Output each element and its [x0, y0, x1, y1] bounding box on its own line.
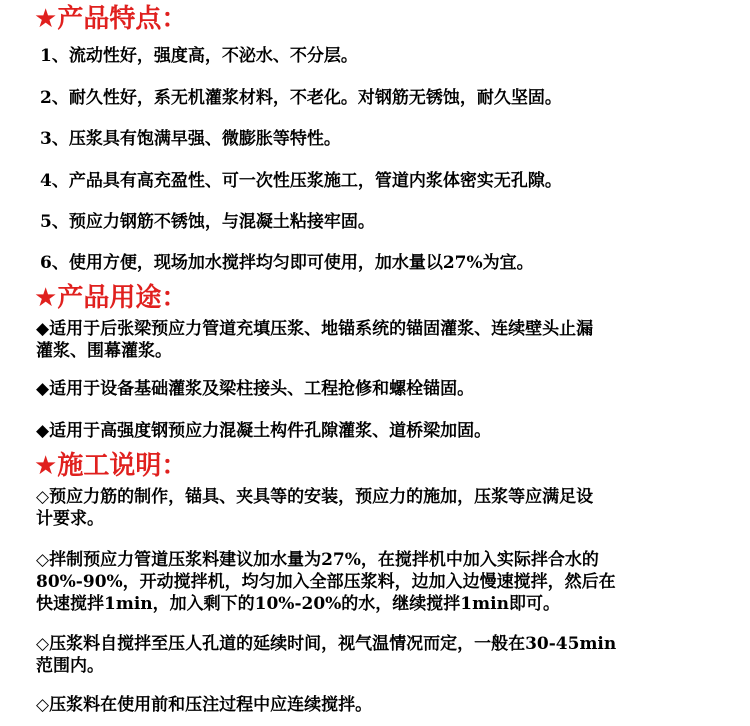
feature-number: 5、 [40, 212, 69, 232]
feature-number: 6、 [40, 253, 69, 273]
instruction-item [36, 549, 726, 615]
feature-text: 耐久性好，系无机灌浆材料，不老化。对钢筋无锈蚀，耐久坚固。 [68, 88, 562, 108]
feature-item [40, 252, 534, 275]
hollow-diamond-bullet-icon: ◇ [36, 695, 50, 715]
feature-text: 使用方便，现场加水搅拌均匀即可使用，加水量以27%为宜。 [68, 253, 534, 273]
diamond-bullet-icon: ◆ [36, 379, 50, 399]
use-line: 灌浆、围幕灌浆。 [36, 341, 172, 361]
uses-heading [34, 283, 187, 313]
use-item [36, 420, 726, 442]
star-icon: ★ [34, 451, 58, 481]
hollow-diamond-bullet-icon: ◇ [36, 487, 50, 507]
feature-item [40, 128, 341, 151]
instruction-line: 快速搅拌1min，加入剩下的10%-20%的水，继续搅拌1min即可。 [36, 594, 560, 614]
feature-text: 产品具有高充盈性、可一次性压浆施工，管道内浆体密实无孔隙。 [68, 171, 562, 191]
use-item [36, 378, 726, 400]
feature-item [40, 45, 358, 68]
instruction-line: ◇压浆料自搅拌至压人孔道的延续时间，视气温情况而定，一般在30-45min [36, 634, 617, 654]
instruction-item [36, 694, 726, 716]
instruction-item [36, 633, 726, 677]
features-title: 产品特点： [57, 4, 188, 34]
feature-item [40, 211, 375, 234]
instruction-line: ◇压浆料在使用前和压注过程中应连续搅拌。 [36, 695, 373, 715]
instruction-line: 80%-90%，开动搅拌机，均匀加入全部压浆料，边加入边慢速搅拌，然后在 [36, 572, 616, 592]
features-heading [34, 4, 187, 34]
instruction-line: 范围内。 [36, 656, 104, 676]
star-icon: ★ [34, 4, 58, 34]
feature-text: 流动性好，强度高，不泌水、不分层。 [68, 46, 358, 66]
instructions-title: 施工说明： [57, 451, 188, 481]
instruction-line: ◇预应力筋的制作，锚具、夹具等的安装，预应力的施加，压浆等应满足设 [36, 487, 594, 507]
diamond-bullet-icon: ◆ [36, 421, 50, 441]
use-line: ◆适用于后张梁预应力管道充填压浆、地锚系统的锚固灌浆、连续壁头止漏 [36, 319, 594, 339]
instruction-line: ◇拌制预应力管道压浆料建议加水量为27%，在搅拌机中加入实际拌合水的 [36, 550, 599, 570]
star-icon: ★ [34, 283, 58, 313]
feature-text: 压浆具有饱满早强、微膨胀等特性。 [68, 129, 341, 149]
feature-number: 2、 [40, 88, 69, 108]
feature-number: 1、 [40, 46, 69, 66]
diamond-bullet-icon: ◆ [36, 319, 50, 339]
hollow-diamond-bullet-icon: ◇ [36, 550, 50, 570]
use-line: ◆适用于设备基础灌浆及梁柱接头、工程抢修和螺栓锚固。 [36, 379, 475, 399]
instructions-heading [34, 451, 187, 481]
use-item [36, 318, 726, 362]
uses-title: 产品用途： [57, 283, 188, 313]
feature-item [40, 170, 562, 193]
instruction-line: 计要求。 [36, 509, 104, 529]
use-line: ◆适用于高强度钢预应力混凝土构件孔隙灌浆、道桥梁加固。 [36, 421, 492, 441]
instruction-item [36, 486, 726, 530]
feature-text: 预应力钢筋不锈蚀，与混凝土粘接牢固。 [68, 212, 375, 232]
feature-item [40, 87, 562, 110]
hollow-diamond-bullet-icon: ◇ [36, 634, 50, 654]
feature-number: 4、 [40, 171, 69, 191]
feature-number: 3、 [40, 129, 69, 149]
